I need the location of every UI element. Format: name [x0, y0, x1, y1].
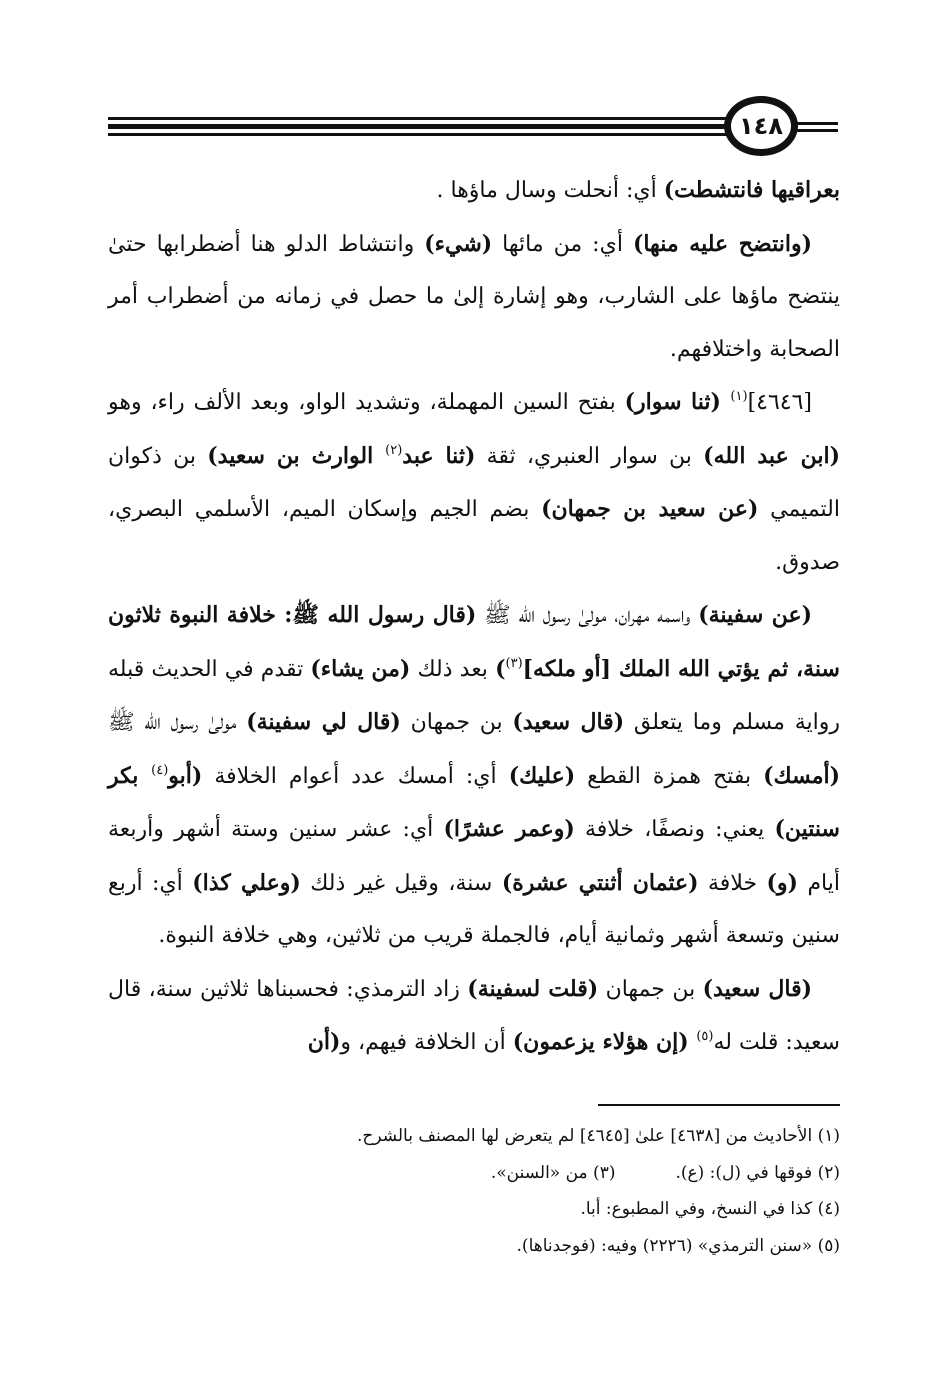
- text-run: أي: أمسك عدد أعوام الخلافة: [202, 763, 509, 789]
- bold-phrase: الوارث بن سعيد): [207, 442, 386, 469]
- bold-phrase: (قال سعيد): [702, 975, 812, 1002]
- footnote: (١) الأحاديث من [٤٦٣٨] علىٰ [٤٦٤٥] لم يتعرض لها المصنف بالشرح.: [356, 1126, 840, 1146]
- text-run: بن جمهان: [400, 710, 513, 735]
- bold-phrase: (عليك): [508, 762, 576, 789]
- bold-phrase: (ثنا عبد: [402, 442, 476, 469]
- bold-phrase: (وعلي كذا): [192, 869, 301, 896]
- bold-phrase: (قلت لسفينة): [467, 975, 599, 1002]
- bold-phrase: (وانتضح عليه منها): [632, 230, 812, 257]
- header-rule-line: [794, 129, 838, 132]
- bold-phrase: (عن سعيد بن جمهان): [541, 496, 759, 522]
- paragraph: [108, 218, 840, 377]
- footnote-row: [108, 1155, 840, 1192]
- bold-phrase: (شيء): [424, 230, 493, 257]
- paragraph: [108, 376, 840, 589]
- text-run: بن ذكوان التميمي: [108, 443, 840, 522]
- text-run: بن جمهان: [598, 976, 703, 1002]
- footnote-marker: (٥): [696, 1029, 714, 1044]
- bold-phrase: (قال سعيد): [512, 709, 625, 735]
- bold-phrase: (أمسك): [763, 762, 841, 789]
- bold-phrase: (وعمر عشرًا): [443, 816, 575, 842]
- footnotes: [108, 1118, 840, 1264]
- text-run: خلافة: [698, 870, 767, 896]
- footnote-marker: (٢): [385, 442, 403, 458]
- main-text: [108, 164, 840, 1070]
- text-run: زاد الترمذي: فحسبناها ثلاثين سنة، قال سعيد: قلت له: [108, 976, 840, 1055]
- text-run: واسمه مهران، مولىٰ رسول الله ﷺ: [476, 603, 699, 628]
- text-run: بفتح همزة القطع: [575, 763, 764, 789]
- text-run: مولىٰ رسول الله ﷺ: [108, 710, 247, 735]
- paragraph: [108, 589, 840, 963]
- header-rule-line: [108, 133, 730, 136]
- bold-phrase: (ثنا سوار): [624, 389, 731, 415]
- text-run: أي: من مائها: [492, 231, 633, 257]
- text-run: يعني: ونصفًا، خلافة: [574, 817, 775, 842]
- footnote-marker: (٣): [505, 655, 523, 671]
- text-run: أي: أربع سنين وتسعة أشهر وثمانية أيام، فالجملة قريب من ثلاثين، وهي خلافة النبوة.: [108, 870, 840, 948]
- bold-phrase: (من يشاء): [310, 655, 411, 682]
- bold-phrase: بكر سنتين): [108, 762, 840, 842]
- text-run: بضم الجيم وإسكان الميم، الأسلمي البصري، صدوق.: [108, 497, 840, 575]
- bold-phrase: (أن: [307, 1029, 341, 1055]
- bold-phrase: (و): [766, 869, 798, 896]
- paragraph: [108, 164, 840, 218]
- footnote: (٤) كذا في النسخ، وفي المطبوع: أبا.: [580, 1199, 840, 1219]
- text-run: بعد ذلك: [410, 656, 496, 682]
- footnote-marker: (٤): [151, 762, 169, 778]
- page-number: ١٤٨: [724, 96, 798, 156]
- text-run: وانتشاط الدلو هنا أضطرابها حتىٰ ينتضح ماؤها على الشارب، وهو إشارة إلىٰ ما حصل في زمانه من أضطراب أمر الصحابة واختلافهم.: [108, 231, 840, 362]
- hadith-number: [٤٦٤٦]: [747, 390, 813, 415]
- footnote: (٢) فوقها في (ل): (ع).: [675, 1162, 840, 1183]
- bold-phrase: (قال لي سفينة): [246, 709, 401, 735]
- text-run: تقدم في الحديث قبله رواية مسلم وما يتعلق: [108, 656, 841, 735]
- footnote: (٣) من «السنن».: [490, 1162, 616, 1183]
- footnote: (٥) «سنن الترمذي» (٢٢٢٦) وفيه: (فوجدناها).: [516, 1235, 840, 1256]
- bold-phrase: (أبو: [168, 762, 203, 789]
- header-rule-line: [108, 124, 730, 129]
- bold-phrase: ): [495, 655, 506, 682]
- header-rule-line: [108, 117, 730, 120]
- paragraph: [108, 963, 840, 1070]
- text-run: أي: أنحلت وسال ماؤها .: [436, 178, 664, 203]
- text-run: أي: عشر سنين وستة أشهر وأربعة أيام: [108, 817, 840, 896]
- bold-phrase: (عثمان أثنتي عشرة): [501, 869, 699, 896]
- text-run: سنة، وقيل غير ذلك: [300, 870, 502, 896]
- bold-phrase: (إن هؤلاء يزعمون): [512, 1029, 697, 1055]
- footnote-separator: [598, 1104, 840, 1106]
- footnote-marker: (١): [730, 389, 748, 404]
- text-run: بفتح السين المهملة، وتشديد الواو، وبعد الألف راء، وهو: [108, 390, 625, 415]
- bold-phrase: (قال رسول الله ﷺ: خلافة النبوة ثلاثون سنة، ثم يؤتي الله الملك [أو ملكه]: [108, 602, 840, 682]
- bold-phrase: بعراقيها فانتشطت): [663, 177, 840, 203]
- header-rule-line: [794, 122, 838, 125]
- bold-phrase: (ابن عبد الله): [703, 442, 840, 469]
- bold-phrase: (عن سفينة): [698, 602, 812, 628]
- text-run: بن سوار العنبري، ثقة: [475, 443, 704, 469]
- text-run: أن الخلافة فيهم، و: [340, 1030, 513, 1055]
